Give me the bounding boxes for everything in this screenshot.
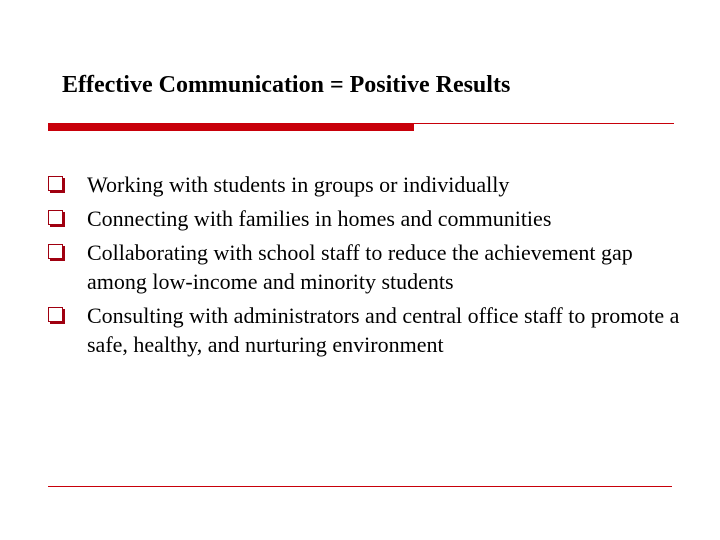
- bullet-text: Consulting with administrators and central office staff to promote a safe, healthy, and nurturing environment: [87, 303, 680, 357]
- list-item: [47, 301, 687, 359]
- slide-title: Effective Communication = Positive Results: [62, 72, 511, 98]
- bullet-list: [47, 170, 687, 364]
- list-item: [47, 238, 687, 296]
- title-divider-line: [414, 123, 674, 124]
- footer-divider-line: [48, 486, 672, 487]
- checkbox-bullet-icon: [48, 176, 63, 191]
- list-item: [47, 170, 687, 199]
- bullet-text: Working with students in groups or individually: [87, 172, 510, 197]
- title-accent-bar: [48, 123, 414, 131]
- checkbox-bullet-icon: [48, 210, 63, 225]
- checkbox-bullet-icon: [48, 244, 63, 259]
- bullet-text: Collaborating with school staff to reduce the achievement gap among low-income and minority students: [87, 240, 633, 294]
- bullet-text: Connecting with families in homes and communities: [87, 206, 552, 231]
- list-item: [47, 204, 687, 233]
- checkbox-bullet-icon: [48, 307, 63, 322]
